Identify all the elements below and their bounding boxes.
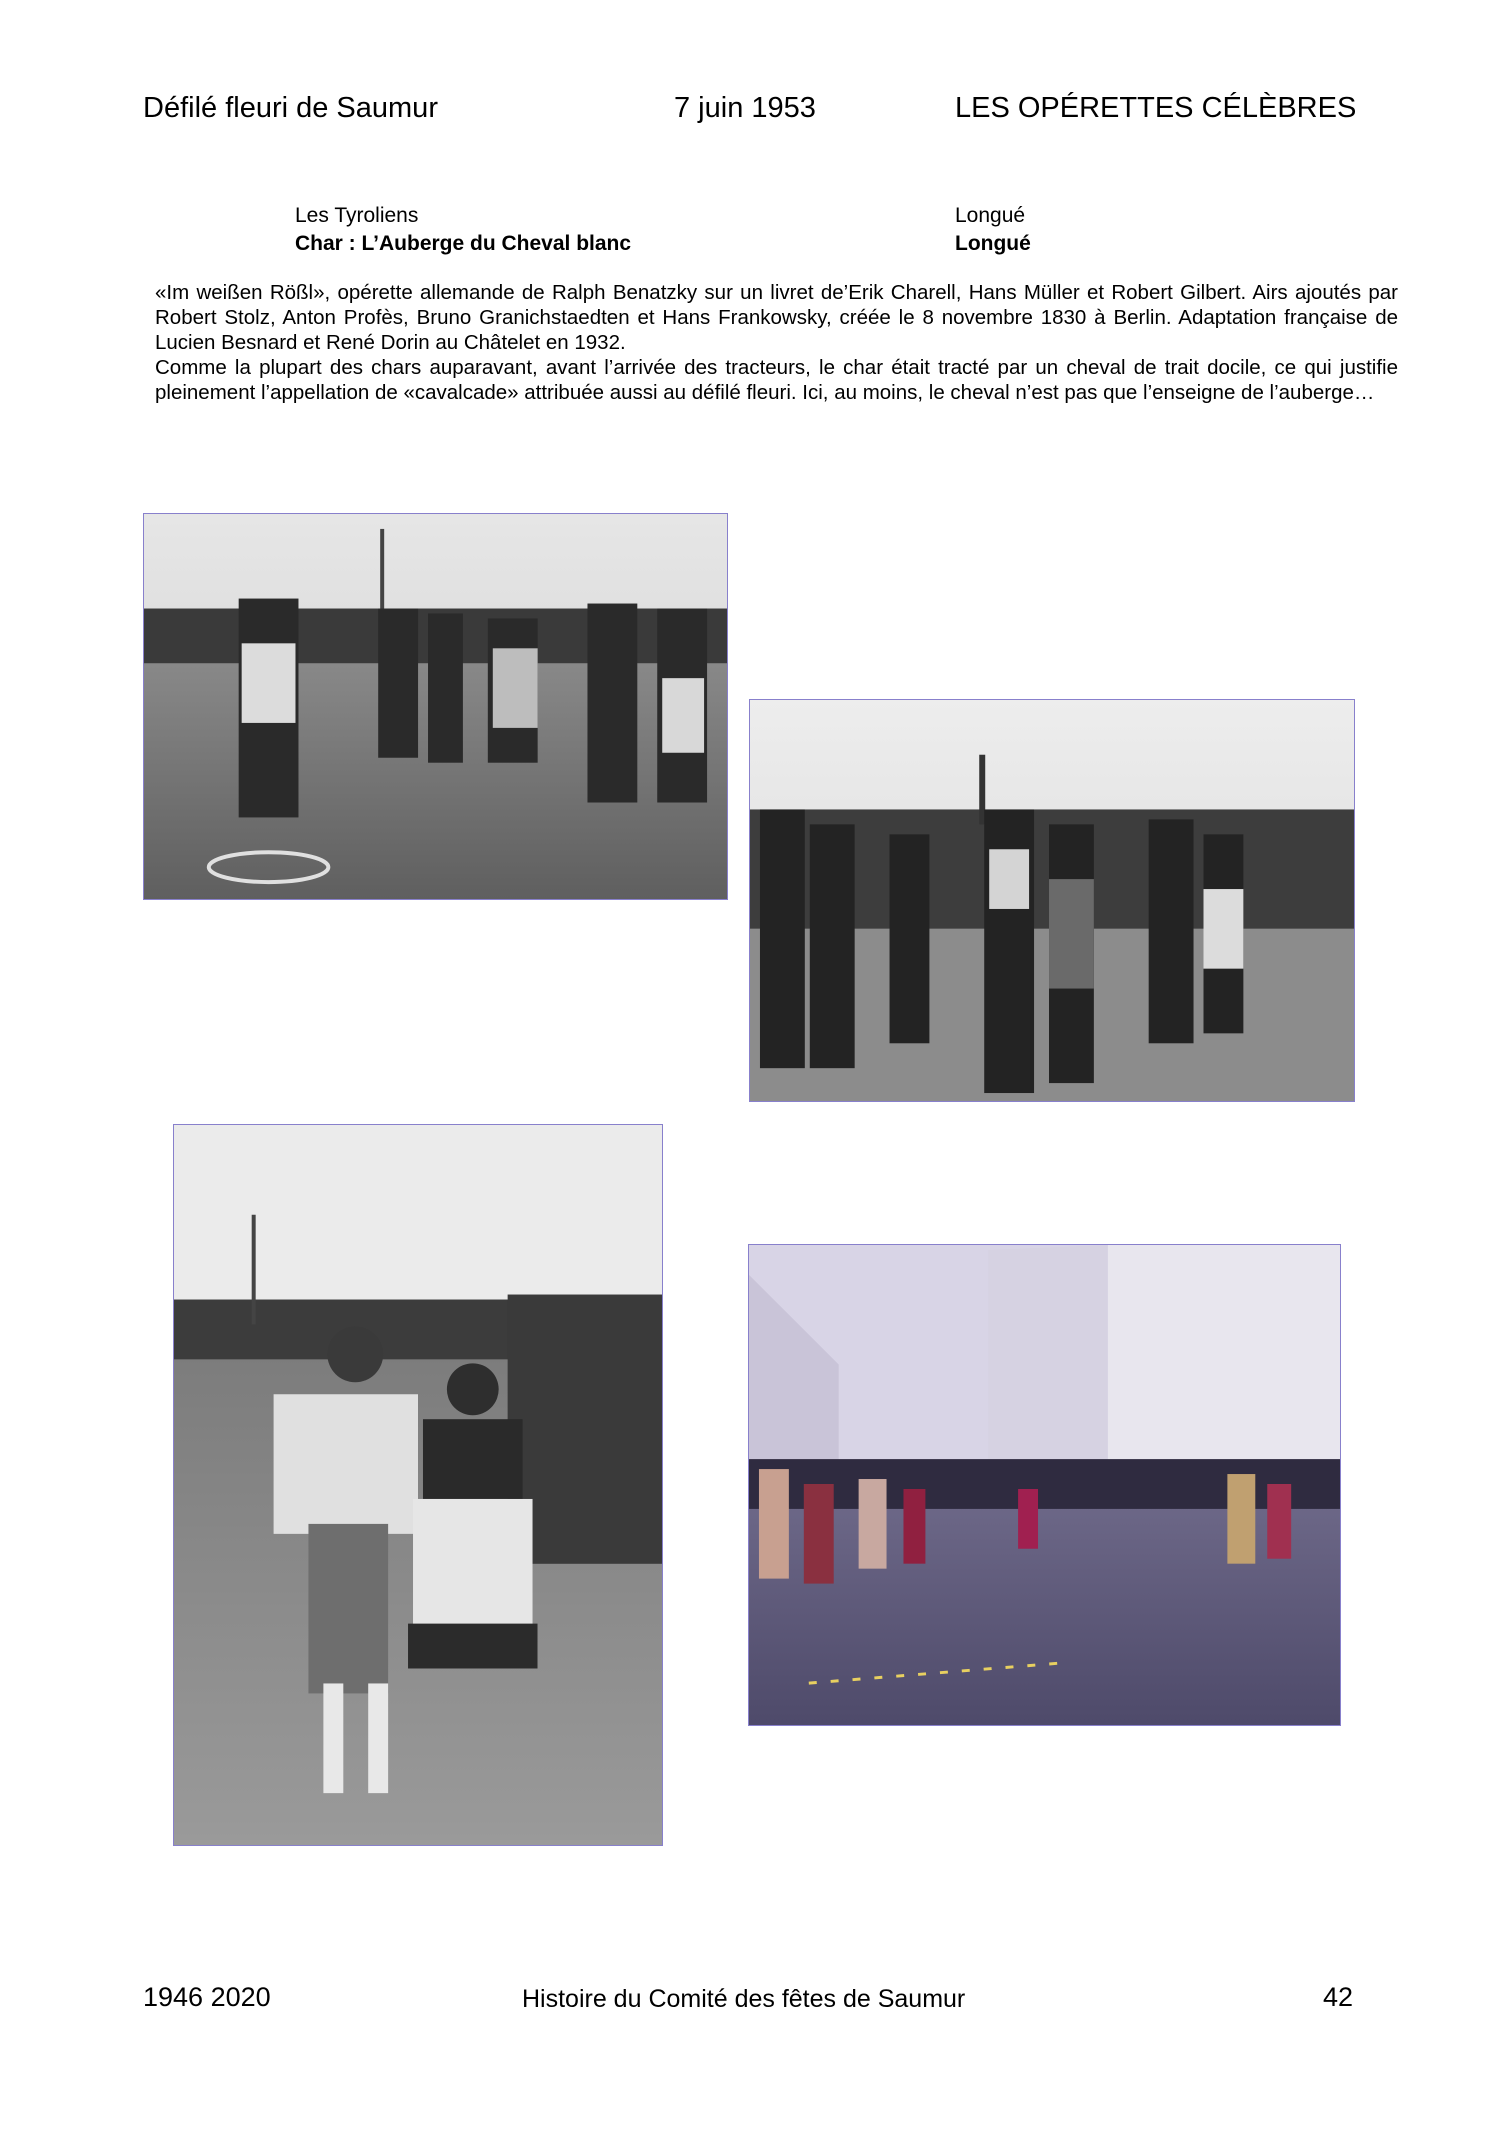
paragraph-operetta: «Im weißen Rößl», opérette allemande de Ralph Benatzky sur un livret de’Erik Charell, Hans Müller et Robert Gilbert. Airs ajoutés par Robert Stolz, Anton Profès, Bruno Granichstaedten et Hans Frankowsky, créée le 8 novembre 1830 à Berlin. Adaptation française de Lucien Besnard et René Dorin au Châtelet en 1932. xyxy=(155,281,1398,354)
photo-accordion-dancers xyxy=(143,513,728,900)
page-number: 42 xyxy=(1323,1982,1354,2012)
group-name: Les Tyroliens xyxy=(295,204,419,227)
header-section: LES OPÉRETTES CÉLÈBRES xyxy=(955,92,1357,124)
town-name-bold: Longué xyxy=(955,232,1031,255)
paragraph-cavalcade: Comme la plupart des chars auparavant, avant l’arrivée des tracteurs, le char était tracté par un cheval de trait docile, ce qui justifie pleinement l’appellation de «cavalcade» attribuée aussi au défilé fleuri. Ici, au moins, le cheval n’est pas que l’enseigne de l’auberge… xyxy=(155,356,1398,404)
float-title: Char : L’Auberge du Cheval blanc xyxy=(295,232,632,255)
footer-years: 1946 2020 xyxy=(143,1982,271,2012)
body-text xyxy=(155,280,1398,405)
town-name: Longué xyxy=(955,204,1026,227)
photo-couple xyxy=(173,1124,663,1846)
photo-dancers-group xyxy=(749,699,1355,1102)
header-title: Défilé fleuri de Saumur xyxy=(143,92,438,124)
footer-title: Histoire du Comité des fêtes de Saumur xyxy=(522,1985,966,2013)
header-date: 7 juin 1953 xyxy=(674,92,816,124)
photo-street-parade-color xyxy=(748,1244,1341,1726)
